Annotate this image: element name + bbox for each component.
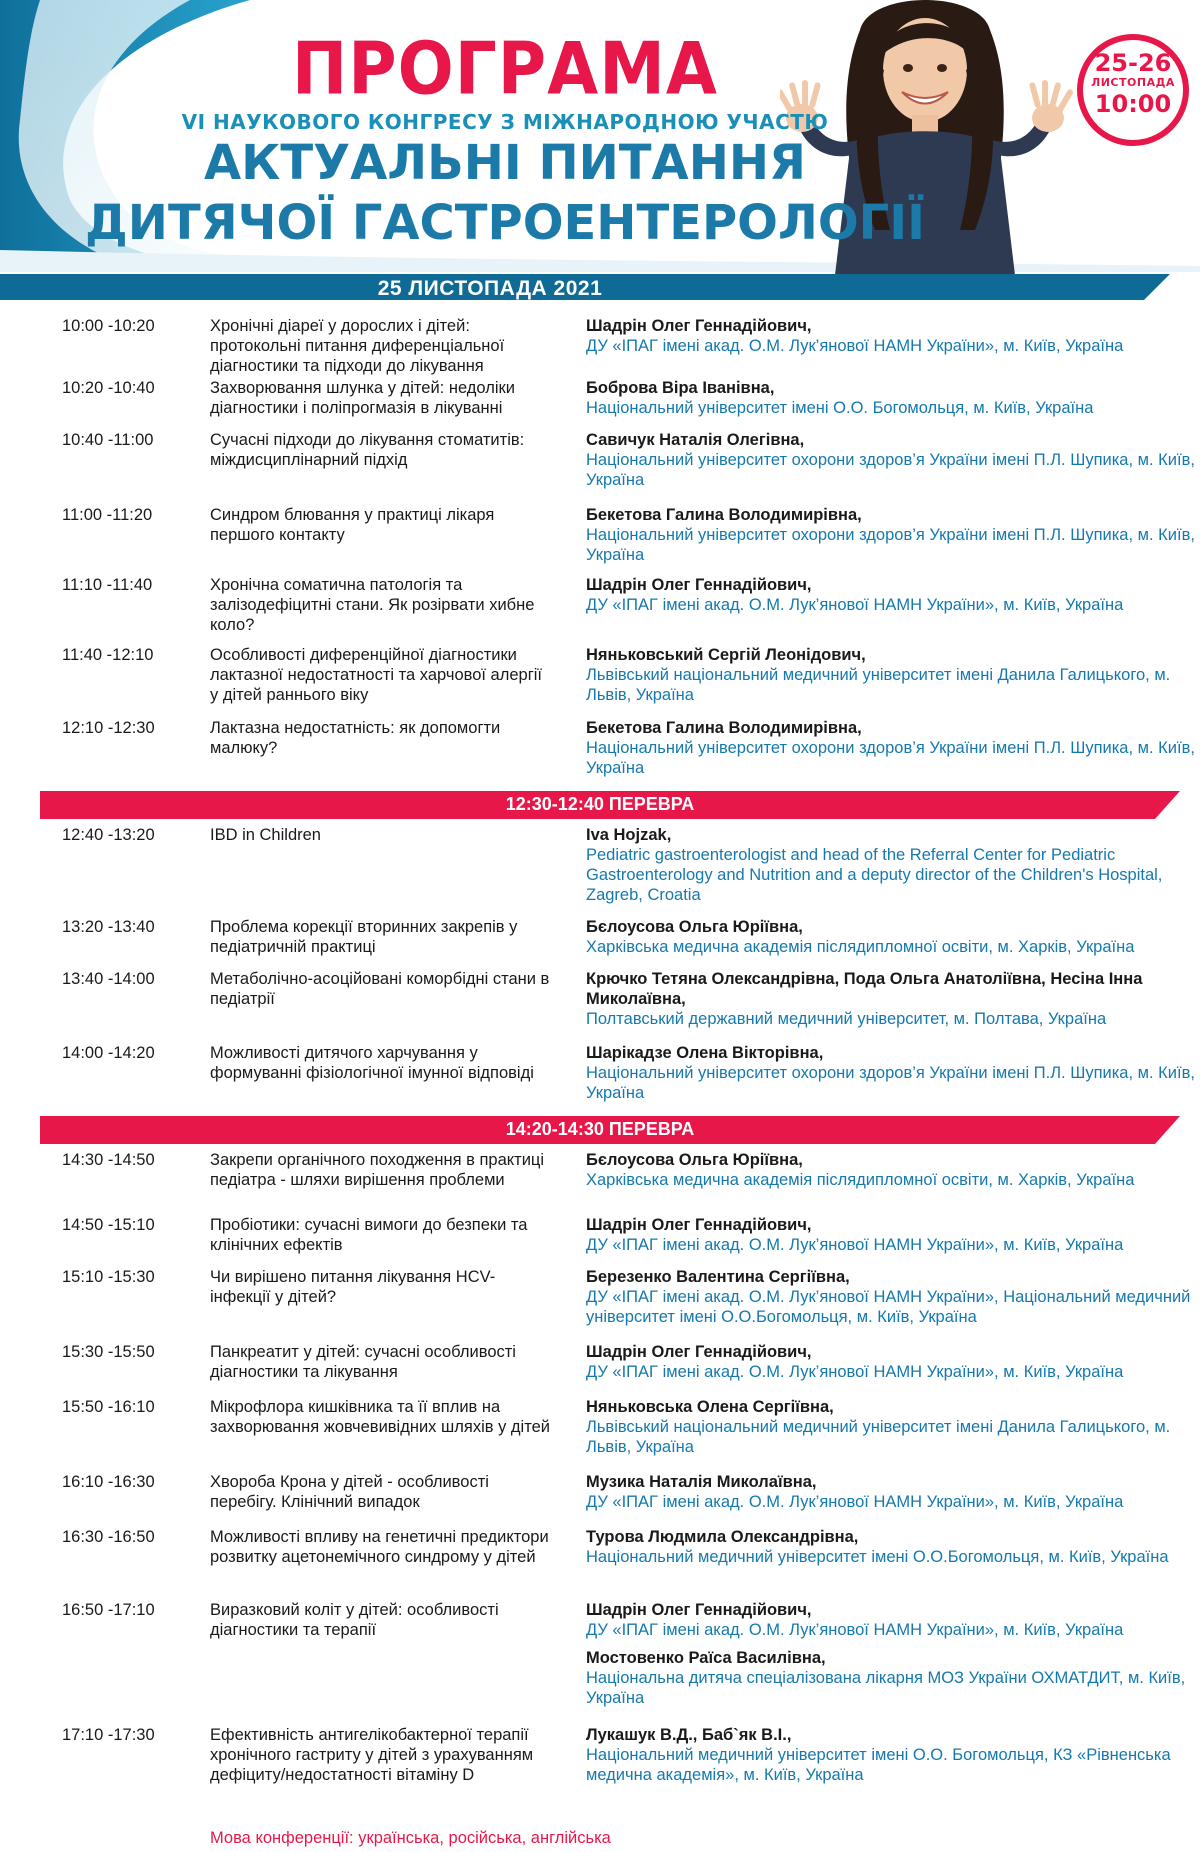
session-speaker [586,430,1198,490]
break-text: 14:20-14:30 ПЕРЕВРА [505,1119,695,1139]
session-topic: Метаболічно-асоційовані коморбідні стани в педіатрії [210,970,550,1008]
session-time: 14:30 -14:50 [62,1151,155,1169]
speaker-organization: Pediatric gastroenterologist and head of the Referral Center for Pediatric Gastroenterology and Nutrition and a deputy director of the Children's Hospital, Zagreb, Croatia [586,846,1163,904]
session-speaker [586,378,1198,418]
speaker-name: Шадрін Олег Геннадійович, [586,576,812,594]
date-badge [1077,34,1189,146]
speaker-organization: ДУ «ІПАГ імені акад. О.М. Лук’янової НАМН України», м. Київ, Україна [586,596,1124,614]
session-speaker [586,1267,1198,1327]
speaker-name: Бєлоусова Ольга Юріївна, [586,918,803,936]
session-time: 15:10 -15:30 [62,1268,155,1286]
speaker-name: Шадрін Олег Геннадійович, [586,1343,812,1361]
session-time: 10:40 -11:00 [62,431,154,449]
speaker-organization: Харківська медична академія післядипломної освіти, м. Харків, Україна [586,1171,1135,1189]
badge-dates: 25-26 [1094,49,1172,77]
session-speaker [586,505,1198,565]
session-topic: Панкреатит у дітей: сучасні особливості діагностики та лікування [210,1343,516,1381]
session-speaker [586,718,1198,778]
session-speaker [586,1600,1198,1708]
speaker-organization: Національний університет охорони здоров’я України імені П.Л. Шупика, м. Київ, Україна [586,739,1195,777]
session-speaker [586,825,1198,905]
session-speaker [586,1150,1198,1190]
session-time: 12:40 -13:20 [62,826,155,844]
session-speaker [586,1472,1198,1512]
session-time: 13:40 -14:00 [62,970,155,988]
speaker-organization: Львівський національний медичний університет імені Данила Галицького, м. Львів, Україна [586,666,1171,704]
speaker-organization: ДУ «ІПАГ імені акад. О.М. Лук’янової НАМН України», м. Київ, Україна [586,337,1124,355]
speaker-name: Савичук Наталія Олегівна, [586,431,805,449]
speaker-organization: Полтавський державний медичний університет, м. Полтава, Україна [586,1010,1107,1028]
speaker-name: Крючко Тетяна Олександрівна, Пода Ольга Анатоліївна, Несіна Інна Миколаївна, [586,970,1143,1008]
session-topic: Мікрофлора кишківника та її вплив на захворювання жовчевивідних шляхів у дітей [210,1398,550,1436]
session-time: 11:40 -12:10 [62,646,154,664]
session-topic: Хронічні діареї у дорослих і дітей: протокольні питання диференціальної діагностики та підходи до лікування [210,317,505,375]
session-topic: Проблема корекції вторинних закрепів у педіатричній практиці [210,918,518,956]
speaker-name: Шадрін Олег Геннадійович, [586,317,812,335]
session-topic: Синдром блювання у практиці лікаря першого контакту [210,506,495,544]
speaker-name: Боброва Віра Іванівна, [586,379,775,397]
session-topic: Виразковий коліт у дітей: особливості діагностики та терапії [210,1601,499,1639]
speaker-organization: ДУ «ІПАГ імені акад. О.М. Лук’янової НАМН України», м. Київ, Україна [586,1493,1124,1511]
session-speaker [586,917,1198,957]
session-speaker [586,316,1198,356]
session-topic: Можливості впливу на генетичні предиктори розвитку ацетонемічного синдрому у дітей [210,1528,549,1566]
break-text: 12:30-12:40 ПЕРЕВРА [505,794,695,814]
speaker-organization: ДУ «ІПАГ імені акад. О.М. Лук’янової НАМН України», м. Київ, Україна [586,1236,1124,1254]
speaker-name: Березенко Валентина Сергіївна, [586,1268,850,1286]
speaker-name: Iva Hojzak, [586,826,672,844]
speaker-name: Шарікадзе Олена Вікторівна, [586,1044,824,1062]
session-topic: Можливості дитячого харчування у формуванні фізіологічної імунної відповіді [210,1044,534,1082]
speaker-name: Бекетова Галина Володимирівна, [586,506,862,524]
speaker-name: Шадрін Олег Геннадійович, [586,1216,812,1234]
break-bar [40,791,1180,819]
session-topic: Захворювання шлунка у дітей: недоліки діагностики і поліпрогмазія в лікуванні [210,379,515,417]
session-time: 16:50 -17:10 [62,1601,155,1619]
header [0,0,1200,300]
session-time: 16:10 -16:30 [62,1473,155,1491]
session-time: 10:20 -10:40 [62,379,155,397]
session-time: 11:00 -11:20 [62,506,153,524]
speaker-organization: ДУ «ІПАГ імені акад. О.М. Лук’янової НАМН України», Національний медичний університет імені О.О.Богомольця, м. Київ, Україна [586,1288,1191,1326]
conference-languages: Мова конференції: українська, російська, англійська [210,1829,611,1847]
session-time: 14:00 -14:20 [62,1044,155,1062]
session-topic: Хвороба Крона у дітей - особливості перебігу. Клінічний випадок [210,1473,489,1511]
session-time: 17:10 -17:30 [62,1726,155,1744]
speaker-organization-2: Національна дитяча спеціалізована лікарня МОЗ України ОХМАТДИТ, м. Київ, Україна [586,1669,1186,1707]
badge-month: ЛИСТОПАДА [1091,76,1175,89]
session-time: 14:50 -15:10 [62,1216,155,1234]
speaker-organization: ДУ «ІПАГ імені акад. О.М. Лук’янової НАМН України», м. Київ, Україна [586,1363,1124,1381]
session-time: 12:10 -12:30 [62,719,155,737]
session-topic: Сучасні підходи до лікування стоматитів: міждисциплінарний підхід [210,431,525,469]
speaker-name: Шадрін Олег Геннадійович, [586,1601,812,1619]
session-speaker [586,645,1198,705]
congress-subtitle: VI НАУКОВОГО КОНГРЕСУ З МІЖНАРОДНОЮ УЧАСТЮ [181,110,829,134]
session-topic: Особливості диференційної діагностики лактазної недостатності та харчової алергії у дітей раннього віку [210,646,542,704]
day-date-text: 25 ЛИСТОПАДА 2021 [377,277,603,300]
session-topic: Пробіотики: сучасні вимоги до безпеки та клінічних ефектів [210,1216,528,1254]
speaker-name: Бєлоусова Ольга Юріївна, [586,1151,803,1169]
session-speaker [586,575,1198,615]
session-time: 10:00 -10:20 [62,317,155,335]
session-topic: Закрепи органічного походження в практиці педіатра - шляхи вирішення проблеми [210,1151,545,1189]
speaker-organization: Національний університет охорони здоров’я України імені П.Л. Шупика, м. Київ, Україна [586,451,1195,489]
speaker-organization: Національний медичний університет імені О.О.Богомольця, м. Київ, Україна [586,1548,1169,1566]
session-speaker [586,1215,1198,1255]
session-topic: Лактазна недостатність: як допомогти малюку? [210,719,501,757]
session-time: 13:20 -13:40 [62,918,155,936]
speaker-name: Няньковська Олена Сергіївна, [586,1398,834,1416]
speaker-organization: Харківська медична академія післядипломної освіти, м. Харків, Україна [586,938,1135,956]
session-time: 15:50 -16:10 [62,1398,155,1416]
program-title: ПРОГРАМА [292,26,718,111]
speaker-name: Лукашук В.Д., Баб`як В.І., [586,1726,792,1744]
session-topic: IBD in Children [210,826,321,844]
session-topic: Ефективність антигелікобактерної терапії хронічного гастриту у дітей з урахуванням дефіциту/недостатності вітаміну D [210,1726,534,1784]
speaker-organization: Національний університет охорони здоров’я України імені П.Л. Шупика, м. Київ, Україна [586,526,1195,564]
session-speaker [586,1397,1198,1457]
session-time: 16:30 -16:50 [62,1528,155,1546]
session-speaker [586,1342,1198,1382]
session-topic: Чи вирішено питання лікування HCV-інфекції у дітей? [210,1268,496,1306]
session-time: 11:10 -11:40 [62,576,153,594]
speaker-name: Турова Людмила Олександрівна, [586,1528,859,1546]
speaker-name: Няньковський Сергій Леонідович, [586,646,866,664]
day-date-bar [0,274,1200,300]
speaker-organization: Львівський національний медичний університет імені Данила Галицького, м. Львів, Україна [586,1418,1171,1456]
badge-time: 10:00 [1094,90,1172,118]
session-speaker [586,1043,1198,1103]
speaker-organization: Національний університет охорони здоров’я України імені П.Л. Шупика, м. Київ, Україна [586,1064,1195,1102]
speaker-organization: Національний університет імені О.О. Богомольця, м. Київ, Україна [586,399,1094,417]
session-speaker [586,1527,1198,1567]
theme-line-1: АКТУАЛЬНІ ПИТАННЯ [203,135,806,191]
speaker-organization: ДУ «ІПАГ імені акад. О.М. Лук’янової НАМН України», м. Київ, Україна [586,1621,1124,1639]
speaker-name: Музика Наталія Миколаївна, [586,1473,817,1491]
session-topic: Хронічна соматична патологія та залізодефіцитні стани. Як розірвати хибне коло? [210,576,535,634]
session-speaker [586,1725,1198,1785]
speaker-name: Бекетова Галина Володимирівна, [586,719,862,737]
speaker-name-2: Мостовенко Раїса Василівна, [586,1649,826,1667]
session-speaker [586,969,1198,1029]
session-time: 15:30 -15:50 [62,1343,155,1361]
speaker-organization: Національний медичний університет імені О.О. Богомольця, КЗ «Рівненська медична академія», м. Київ, Україна [586,1746,1171,1784]
break-bar [40,1116,1180,1144]
theme-line-2: ДИТЯЧОЇ ГАСТРОЕНТЕРОЛОГІЇ [85,195,925,251]
